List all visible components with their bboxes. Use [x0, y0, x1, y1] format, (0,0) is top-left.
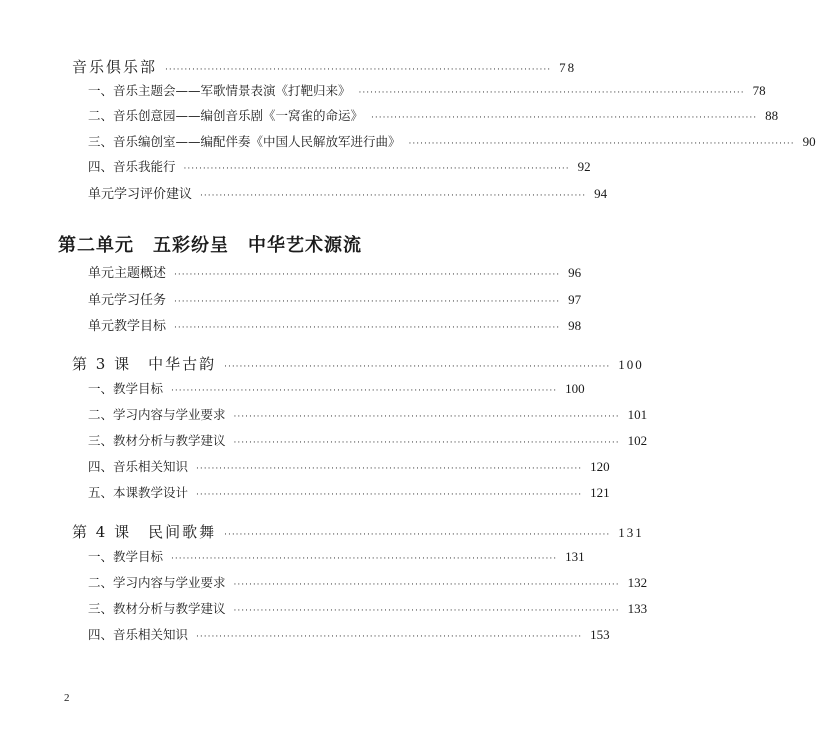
toc-entry-page: 131: [618, 525, 644, 540]
toc-entry[interactable]: [88, 573, 648, 591]
toc-entry[interactable]: [88, 547, 585, 565]
unit-heading[interactable]: [58, 231, 464, 257]
leader-dots: ····································································································: [174, 270, 561, 280]
toc-entry[interactable]: [88, 457, 610, 475]
toc-entry-page: 98: [568, 318, 582, 333]
toc-entry-label: 二、学习内容与学业要求: [88, 407, 226, 422]
toc-entry-label: 一、教学目标: [88, 549, 164, 564]
toc-entry-page: 78: [559, 60, 577, 75]
leader-dots: ····································································································: [224, 530, 611, 540]
toc-entry[interactable]: [88, 183, 608, 202]
leader-dots: ····································································································: [174, 297, 561, 307]
toc-entry-page: 101: [627, 407, 648, 422]
toc-entry-page: 94: [594, 186, 608, 201]
toc-entry[interactable]: [88, 483, 610, 501]
toc-entry-page: 133: [627, 601, 648, 616]
toc-entry-page: 78: [752, 83, 766, 98]
toc-entry-page: 92: [577, 159, 591, 174]
toc-entry-music-club[interactable]: [72, 56, 577, 77]
leader-dots: ····································································································: [183, 164, 570, 174]
toc-entry-label: 一、音乐主题会——军歌情景表演《打靶归来》: [88, 83, 351, 98]
toc-entry-label: 单元学习任务: [88, 293, 167, 308]
toc-entry-label: 二、学习内容与学业要求: [88, 575, 226, 590]
toc-entry-label: 五、本课教学设计: [88, 485, 189, 500]
toc-entry[interactable]: [88, 81, 766, 99]
leader-dots: ····································································································: [171, 386, 558, 396]
toc-entry[interactable]: [88, 289, 582, 308]
toc-entry-label: 单元教学目标: [88, 319, 167, 334]
leader-dots: ····································································································: [165, 65, 552, 75]
toc-entry-page: 153: [590, 627, 610, 642]
toc-entry-page: 121: [590, 485, 610, 500]
toc-entry-page: 97: [568, 292, 582, 307]
toc-entry-label: 四、音乐相关知识: [88, 627, 189, 642]
toc-entry-label: 四、音乐我能行: [88, 159, 176, 174]
toc-entry-label: 三、教材分析与教学建议: [88, 601, 226, 616]
unit-heading-label: 第二单元 五彩纷呈 中华艺术源流: [58, 235, 362, 256]
toc-entry-page: 120: [590, 459, 610, 474]
leader-dots: ····································································································: [196, 490, 583, 500]
leader-dots: ····································································································: [358, 88, 745, 98]
toc-entry-label: 单元主题概述: [88, 266, 167, 281]
toc-entry-page: 90: [802, 134, 816, 149]
leader-dots: ····································································································: [200, 191, 587, 201]
toc-entry[interactable]: [88, 405, 648, 423]
toc-entry[interactable]: [88, 132, 816, 150]
toc-entry-lesson-3[interactable]: [72, 353, 644, 374]
toc-entry[interactable]: [88, 262, 582, 281]
leader-dots: ····································································································: [174, 323, 561, 333]
toc-entry-page: 100: [565, 381, 585, 396]
leader-dots: ····································································································: [196, 464, 583, 474]
toc-entry-label: 单元学习评价建议: [88, 187, 193, 202]
toc-entry-label: 第 3 课 中华古韵: [72, 355, 217, 373]
toc-entry-label: 三、音乐编创室——编配伴奏《中国人民解放军进行曲》: [88, 134, 401, 149]
toc-entry-label: 四、音乐相关知识: [88, 459, 189, 474]
toc-entry[interactable]: [88, 431, 648, 449]
toc-entry-label: 音乐俱乐部: [72, 58, 158, 76]
toc-entry-label: 第 4 课 民间歌舞: [72, 523, 217, 541]
toc-entry[interactable]: [88, 157, 591, 175]
toc-entry-lesson-4[interactable]: [72, 521, 644, 542]
toc-entry-label: 三、教材分析与教学建议: [88, 433, 226, 448]
toc-entry[interactable]: [88, 379, 585, 397]
leader-dots: ····································································································: [371, 113, 758, 123]
leader-dots: ····································································································: [171, 554, 558, 564]
toc-entry-page: 88: [765, 108, 779, 123]
leader-dots: ····································································································: [196, 632, 583, 642]
leader-dots: ····································································································: [233, 606, 620, 616]
toc-entry-page: 132: [627, 575, 648, 590]
toc-entry-page: 102: [627, 433, 648, 448]
toc-entry-page: 96: [568, 265, 582, 280]
toc-entry-page: 131: [565, 549, 585, 564]
leader-dots: ····································································································: [233, 412, 620, 422]
leader-dots: ····································································································: [233, 580, 620, 590]
toc-entry-label: 一、教学目标: [88, 381, 164, 396]
leader-dots: ····································································································: [224, 362, 611, 372]
leader-dots: ····································································································: [408, 139, 795, 149]
leader-dots: ····································································································: [233, 438, 620, 448]
toc-entry[interactable]: [88, 315, 582, 334]
toc-entry[interactable]: [88, 599, 648, 617]
toc-entry[interactable]: [88, 106, 779, 124]
toc-entry-label: 二、音乐创意园——编创音乐剧《一窝雀的命运》: [88, 108, 364, 123]
page-number: 2: [64, 692, 70, 704]
toc-entry[interactable]: [88, 625, 610, 643]
toc-entry-page: 100: [618, 357, 644, 372]
